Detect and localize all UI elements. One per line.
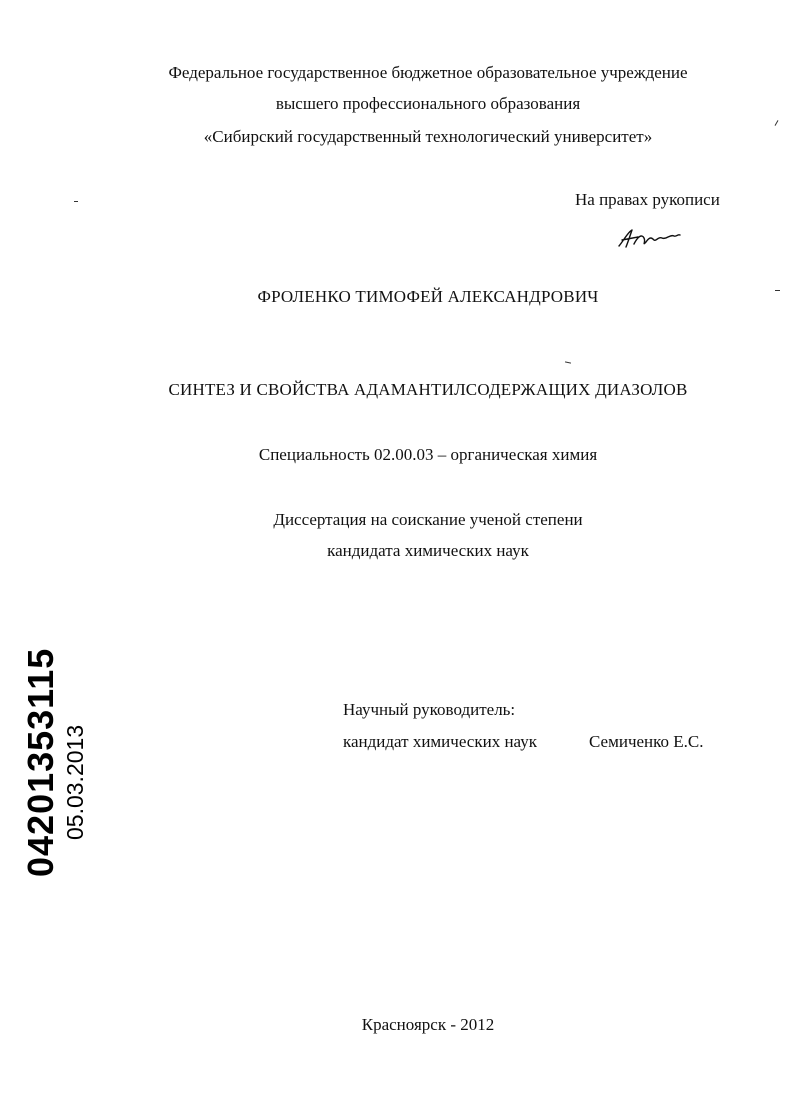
supervisor-label: Научный руководитель: <box>343 700 516 719</box>
stamp-date: 05.03.2013 <box>62 724 88 840</box>
stamp-number: 04201353115 <box>20 647 61 877</box>
scan-speck <box>775 290 780 291</box>
org-line-2: высшего профессионального образования <box>275 94 581 113</box>
dissertation-line-1: Диссертация на соискание ученой степени <box>273 510 583 529</box>
org-line-1: Федеральное государственное бюджетное образовательное учреждение <box>168 63 688 82</box>
author-name: ФРОЛЕНКО ТИМОФЕЙ АЛЕКСАНДРОВИЧ <box>257 287 599 306</box>
dissertation-title: СИНТЕЗ И СВОЙСТВА АДАМАНТИЛСОДЕРЖАЩИХ ДИАЗОЛОВ <box>168 380 688 399</box>
supervisor-degree: кандидат химических наук <box>343 732 537 751</box>
scan-speck <box>74 201 78 202</box>
library-stamp <box>22 645 90 877</box>
dissertation-line-2: кандидата химических наук <box>327 541 529 560</box>
manuscript-note: На правах рукописи <box>575 190 720 209</box>
scan-speck <box>565 361 571 363</box>
signature-icon <box>616 226 682 250</box>
org-line-3: «Сибирский государственный технологический университет» <box>203 127 653 146</box>
city-year: Красноярск - 2012 <box>361 1015 495 1034</box>
supervisor-name: Семиченко Е.С. <box>589 732 704 751</box>
scan-speck <box>775 120 779 126</box>
specialty: Специальность 02.00.03 – органическая химия <box>258 445 598 464</box>
